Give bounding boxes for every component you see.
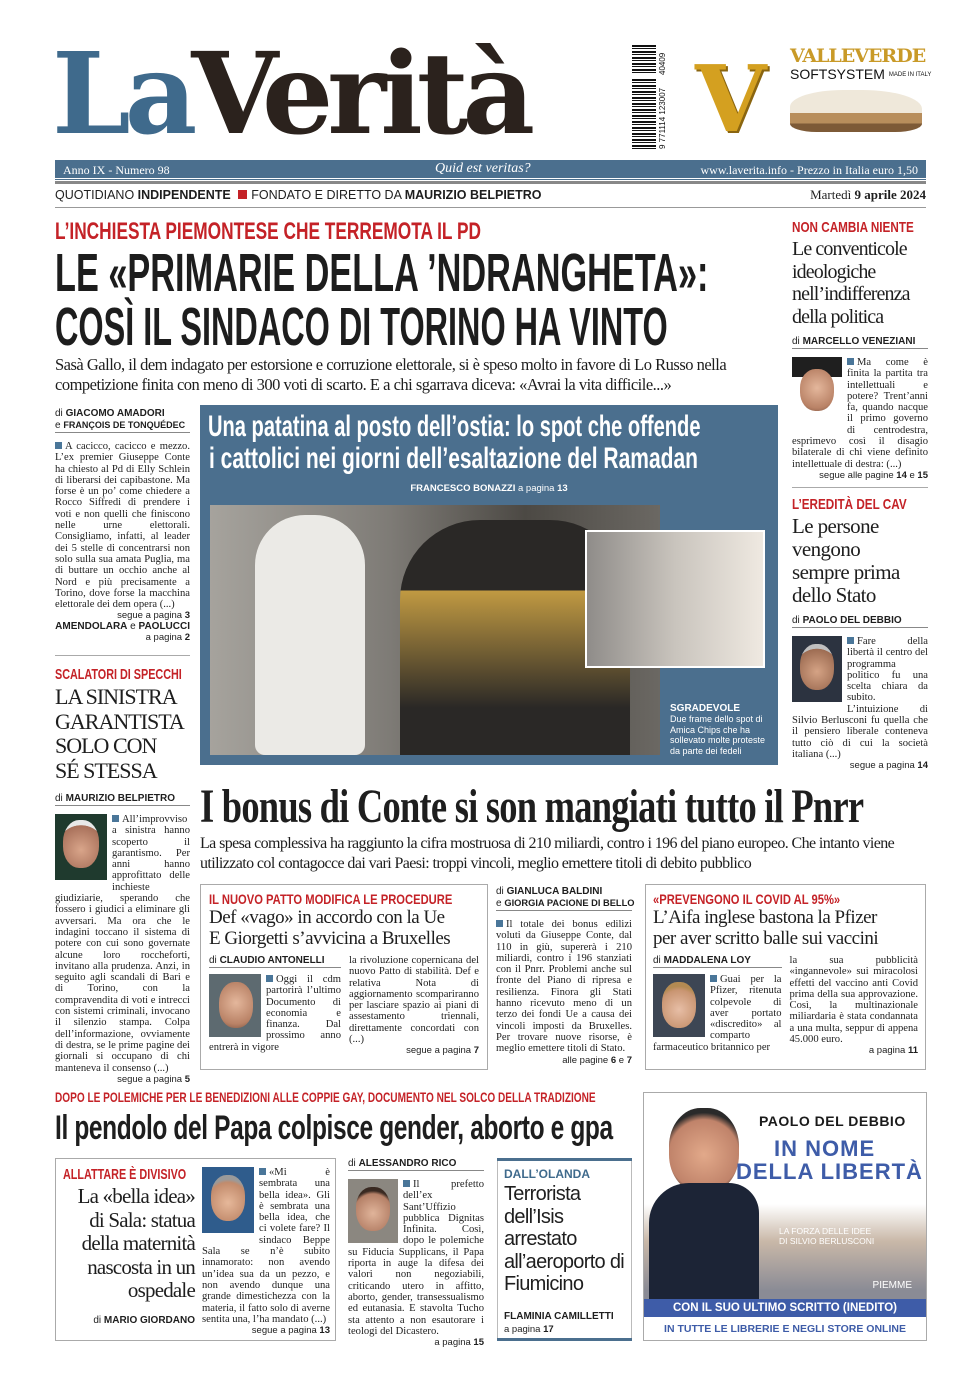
lead-also[interactable] bbox=[55, 621, 190, 632]
photo-page: 13 bbox=[557, 483, 568, 494]
second-deck: La spesa complessiva ha raggiunto la cifra mostruosa di 210 miliardi, contro i 196 del piano europeo. Che intanto viene utilizzato col contagocce dai vari Paesi: troppi vincoli, meglio emettere titoli di debito pubblico bbox=[200, 835, 895, 872]
caption-text: Due frame dello spot di Amica Chips che ha sollevato molte proteste da parte dei fedeli bbox=[670, 714, 766, 756]
sala-text: «Mi è sembrata una bella idea». Gli è sembrata una bella idea, che ci volete fare? Il sindaco Beppe Sala se n’è subito innamorato: non avendo un’idea sua da un pezzo, e non avendo dunque una grande dimestichezza con la materia, il fatto solo di averne sentita una, l’ha mandato (...) bbox=[202, 1167, 330, 1325]
by-di: di bbox=[348, 1158, 359, 1169]
red-square-icon bbox=[238, 190, 247, 199]
by-di: di bbox=[496, 886, 507, 897]
lead-headline-2: COSÌ IL SINDACO DI TORINO HA VINTO bbox=[55, 297, 668, 354]
date-rest: 9 aprile 2024 bbox=[854, 187, 926, 202]
segue-page: 15 bbox=[473, 1337, 484, 1349]
segue-label: a pagina bbox=[504, 1324, 544, 1335]
by-di: di bbox=[55, 793, 66, 804]
pfizer-article[interactable] bbox=[645, 884, 926, 1070]
sala-headline: La «bella idea» di Sala: statua della maternità nascosta in un ospedale bbox=[77, 1184, 195, 1302]
bonus-author-2: GIORGIA PACIONE DI BELLO bbox=[504, 898, 635, 908]
barcode-number: 9 771114 123007 bbox=[658, 87, 667, 149]
right1-kicker: NON CAMBIA NIENTE bbox=[792, 219, 914, 236]
info-bar bbox=[55, 160, 926, 181]
right2-kicker: L’EREDITÀ DEL CAV bbox=[792, 495, 907, 513]
square-icon bbox=[403, 1180, 410, 1187]
logo-verita: Verità bbox=[191, 29, 530, 160]
ad-sub: SOFTSYSTEM bbox=[790, 66, 885, 82]
papa-text: Il prefetto dell’ex Sant’Uffizio pubblica Dignitas Infinita. Così, dopo le polemiche su Fiducia Supplicans, il Papa riporta in auge la difesa dei valori non negoziabili, criticando utero in affitto, aborto, gender, transessualismo ed eutanasia. E stavolta Tucho sta attento a non esautorare i teologi del Dicastero. bbox=[348, 1179, 484, 1337]
lead-kicker: L’INCHIESTA PIEMONTESE CHE TERREMOTA IL PD bbox=[55, 218, 481, 244]
by-di: di bbox=[653, 955, 664, 966]
tagline-b: INDIPENDENTE bbox=[137, 188, 231, 202]
papa-headline[interactable]: Il pendolo del Papa colpisce gender, aborto e gpa bbox=[55, 1109, 613, 1147]
lead-byline bbox=[55, 408, 190, 420]
tagline bbox=[55, 188, 542, 202]
right2-text: Fare della libertà il centro del programma politico fu una scelta chiara da subito. L’intuizione di Silvio Berlusconi fu quella che il pensiero liberale conteneva tutto ciò di cui la società italiana (...) bbox=[792, 635, 928, 760]
by-di: di bbox=[792, 614, 803, 626]
segue-label: segue a pagina bbox=[251, 1325, 320, 1337]
right2-byline bbox=[792, 615, 928, 628]
date-day: Martedì bbox=[810, 187, 855, 202]
by-e: e bbox=[496, 898, 505, 909]
tagline-c: FONDATO E DIRETTO DA bbox=[251, 188, 405, 202]
def-headline-2: E Giorgetti s’avvicina a Bruxelles bbox=[209, 928, 451, 949]
right1-author: MARCELLO VENEZIANI bbox=[802, 336, 916, 347]
segue-page: 7 bbox=[473, 1045, 479, 1057]
bonus-text: Il totale dei bonus edilizi voluti da Giuseppe Conte, dal 110 in giù, supererà i 210 miliardi, contro i 196 stanziati con il Pnrr. Problemi anche sul fronte del Piano di ripresa e resilienza. Finora gli Stati hanno ricevuto meno di un terzo dei fondi Ue a causa dei vincoli imposti da Bruxelles. Per trovare nuove risorse, è meglio emettere titoli di Stato. bbox=[496, 919, 632, 1055]
berlusconi-photo bbox=[649, 1108, 759, 1303]
lead-also-page[interactable] bbox=[55, 632, 190, 643]
pfizer-byline bbox=[653, 955, 782, 968]
by-di: di bbox=[93, 1314, 104, 1326]
book-ad[interactable] bbox=[643, 1092, 927, 1341]
editorial-author: MAURIZIO BELPIETRO bbox=[65, 793, 176, 804]
book-title-2: DELLA LIBERTÀ bbox=[736, 1159, 923, 1184]
barcode-digits: 40409 bbox=[658, 52, 667, 75]
segue-p2: 7 bbox=[626, 1054, 632, 1066]
pfizer-author: MADDALENA LOY bbox=[663, 955, 751, 966]
square-icon bbox=[266, 975, 273, 982]
book-band: CON IL SUO ULTIMO SCRITTO (INEDITO) bbox=[644, 1299, 926, 1317]
by-e: e bbox=[55, 420, 64, 431]
by-di: di bbox=[792, 336, 803, 347]
lead-deck: Sasà Gallo, il dem indagato per estorsione e corruzione elettorale, si è speso molto in favore di Lo Russo nella competizione finita con meno di 300 voti di scarto. E a chi sgarrava diceva: «Avrai la vita difficile...» bbox=[55, 355, 727, 394]
editorial-kicker: SCALATORI DI SPECCHI bbox=[55, 666, 182, 683]
book-sub-2: DI SILVIO BERLUSCONI bbox=[779, 1236, 875, 1246]
square-icon bbox=[259, 1168, 266, 1175]
segue-label: a pagina bbox=[434, 1337, 474, 1349]
barcode-bars-main bbox=[632, 79, 656, 149]
book-footer: IN TUTTE LE LIBRERIE E NEGLI STORE ONLINE bbox=[644, 1317, 926, 1341]
segue-page: 13 bbox=[319, 1325, 330, 1337]
pfizer-headline-1: L’Aifa inglese bastona la Pfizer bbox=[653, 907, 877, 928]
sala-article[interactable] bbox=[55, 1158, 336, 1341]
square-icon bbox=[847, 637, 854, 644]
photo-headline-1: Una patatina al posto dell’ostia: lo spot che offende bbox=[208, 410, 701, 443]
def-article[interactable] bbox=[200, 884, 488, 1070]
right2-headline[interactable]: Le persone vengono sempre prima dello Stato bbox=[792, 513, 900, 607]
also-author-1: AMENDOLARA bbox=[55, 621, 128, 633]
valleverde-ad[interactable] bbox=[690, 45, 932, 153]
giordano-photo bbox=[202, 1167, 254, 1233]
bonus-segue[interactable] bbox=[496, 1055, 632, 1066]
barcode-bars-top bbox=[632, 45, 656, 75]
book-sub-1: LA FORZA DELLE IDEE bbox=[779, 1226, 872, 1236]
ad-sub-line bbox=[790, 66, 932, 84]
caption-title: SGRADEVOLE bbox=[670, 703, 741, 714]
rico-photo bbox=[348, 1179, 398, 1243]
isis-page bbox=[504, 1324, 554, 1335]
also-page: 2 bbox=[184, 632, 190, 644]
right1-segue[interactable] bbox=[792, 470, 928, 481]
photo-author: FRANCESCO BONAZZI bbox=[410, 483, 516, 494]
segue-page: 11 bbox=[907, 1045, 918, 1057]
sala-author: MARIO GIORDANO bbox=[103, 1314, 195, 1326]
right1-body bbox=[792, 357, 928, 470]
also-e: e bbox=[127, 621, 139, 633]
lead-text-wrap bbox=[55, 441, 190, 610]
loy-photo bbox=[653, 974, 705, 1037]
book-title-1: IN NOME bbox=[774, 1136, 876, 1161]
motto: Quid est veritas? bbox=[435, 161, 531, 176]
pfizer-text-1: Guai per la Pfizer, ritenuta colpevole di aver portato «discredito» al comparto farmaceutico britannico per bbox=[653, 974, 782, 1053]
v-logo-icon: V bbox=[695, 45, 767, 153]
nun-figure bbox=[255, 515, 365, 755]
def-text-1: Oggi il cdm partorirà l’ultimo Documento di economia e finanza. Dal prossimo anno entrerà in vigore bbox=[209, 974, 341, 1053]
photo-page-label: a pagina bbox=[515, 483, 558, 494]
tagline-a: QUOTIDIANO bbox=[55, 188, 138, 202]
pfizer-kicker: «PREVENGONO IL COVID AL 95%» bbox=[653, 891, 841, 907]
photo-headline-2: i cattolici nei giorni dell’esaltazione del Ramadan bbox=[209, 442, 698, 475]
antonelli-photo bbox=[209, 974, 261, 1037]
book-publisher: PIEMME bbox=[872, 1280, 912, 1291]
divider bbox=[792, 487, 928, 488]
spot-frame-2 bbox=[585, 530, 765, 668]
square-icon bbox=[112, 815, 119, 822]
photo-story[interactable] bbox=[200, 405, 778, 765]
sala-byline bbox=[63, 1315, 195, 1326]
issue-number: Anno IX - Numero 98 bbox=[63, 163, 170, 177]
editorial-byline bbox=[55, 793, 190, 806]
editorial-text: All’improvviso a sinistra hanno scoperto il garantismo. Per anni hanno approfittato delle inchieste giudiziarie, sperando che fossero i giudici a eliminare gli avversari. Ma ora che le indagini toccano il sistema di potere con cui sono governate alcune loro roccheforti, invitano alla prudenza. Anzi, in seguito agli scandali di Bari e di Torino, con la compravendita di voti e intrecci con sistemi criminali, invocano il silenzio stampa. Colpa dell’informazione, ovviamente di destra, se le prime pagine dei giornali si occupano di chi manteneva il consenso (...) bbox=[55, 814, 190, 1074]
def-text-2: la rivoluzione copernicana del nuovo Patto di stabilità. Def e relativa Nota di aggiornamento scompariranno per lasciare spazio ai piani di assestamento triennali, direttamente concordati con (...) bbox=[349, 955, 479, 1046]
editorial-body bbox=[55, 814, 190, 1074]
def-byline bbox=[209, 955, 341, 968]
bonus-byline bbox=[496, 886, 632, 898]
veneziani-photo bbox=[792, 357, 842, 423]
square-icon bbox=[847, 358, 854, 365]
right1-headline[interactable]: Le conventicole ideologiche nell’indifferenza della politica bbox=[792, 238, 910, 328]
segue-label: segue alle pagine bbox=[819, 469, 897, 481]
right1-byline bbox=[792, 336, 928, 349]
sala-kicker: ALLATTARE È DIVISIVO bbox=[63, 1166, 187, 1183]
date bbox=[810, 187, 926, 203]
def-headline-1: Def «vago» in accordo con la Ue bbox=[209, 907, 445, 928]
segue-e: e bbox=[616, 1054, 627, 1066]
by-di: di bbox=[209, 955, 220, 966]
segue-label: segue a pagina bbox=[406, 1045, 474, 1057]
pfizer-headline-2: per aver scritto balle sui vaccini bbox=[653, 928, 879, 949]
right1-text: Ma come è finita la partita tra intellettuali e potere? Trent’anni fa, quando nacque il primo governo di centrodestra, esprimevo così il disagio bilaterale di chi viene definito intellettuale di destra: (...) bbox=[792, 357, 928, 470]
segue-label: alle pagine bbox=[562, 1054, 611, 1066]
isis-article[interactable] bbox=[497, 1158, 632, 1341]
belpietro-photo bbox=[55, 814, 107, 880]
sandal-image bbox=[790, 90, 922, 132]
def-author: CLAUDIO ANTONELLI bbox=[219, 955, 325, 966]
ad-brand: VALLEVERDE bbox=[790, 45, 926, 67]
bonus-body bbox=[496, 919, 632, 1055]
pfizer-segue[interactable] bbox=[790, 1045, 919, 1056]
isis-headline: Terrorista dell’Isis arrestato all’aeroporto di Fiumicino bbox=[504, 1183, 624, 1295]
segue-page: 3 bbox=[184, 610, 190, 622]
sala-body bbox=[202, 1167, 330, 1325]
papa-segue[interactable] bbox=[348, 1337, 484, 1348]
lead-headline-1: LE «PRIMARIE DELLA ’NDRANGHETA»: bbox=[55, 246, 709, 303]
segue-page: 5 bbox=[184, 1073, 190, 1085]
papa-body bbox=[348, 1179, 484, 1337]
right2-author: PAOLO DEL DEBBIO bbox=[802, 614, 902, 626]
def-kicker: IL NUOVO PATTO MODIFICA LE PROCEDURE bbox=[209, 891, 453, 907]
papa-author: ALESSANDRO RICO bbox=[358, 1158, 457, 1169]
segue-p2: 15 bbox=[917, 469, 928, 481]
tagline-d: MAURIZIO BELPIETRO bbox=[404, 188, 542, 202]
logo-la: La bbox=[52, 29, 192, 160]
second-headline[interactable]: I bonus di Conte si son mangiati tutto il Pnrr bbox=[200, 782, 864, 832]
editorial-headline[interactable]: LA SINISTRA GARANTISTA SOLO CON SÉ STESSA bbox=[55, 684, 183, 783]
divider bbox=[55, 207, 926, 208]
also-author-2: PAOLUCCI bbox=[138, 621, 190, 633]
book-author: PAOLO DEL DEBBIO bbox=[759, 1113, 906, 1129]
def-body-1 bbox=[209, 974, 341, 1053]
bonus-author-1: GIANLUCA BALDINI bbox=[506, 886, 603, 897]
segue-page: 17 bbox=[543, 1324, 554, 1335]
papa-byline bbox=[348, 1158, 484, 1171]
lead-headline[interactable] bbox=[55, 246, 783, 354]
sala-segue[interactable] bbox=[202, 1325, 330, 1336]
segue-label: segue a pagina bbox=[117, 610, 185, 622]
ad-tag: MADE IN ITALY bbox=[888, 72, 932, 79]
photo-byline bbox=[200, 483, 778, 494]
segue-label: a pagina bbox=[868, 1045, 908, 1057]
right2-segue[interactable] bbox=[792, 760, 928, 771]
bonus-byline-2 bbox=[496, 898, 635, 911]
segue-p1: 14 bbox=[896, 469, 907, 481]
square-icon bbox=[710, 975, 717, 982]
segue-e: e bbox=[906, 469, 918, 481]
also-page-label: a pagina bbox=[145, 632, 185, 644]
segue-page: 14 bbox=[917, 760, 928, 772]
editorial-segue[interactable] bbox=[55, 1074, 190, 1085]
square-icon bbox=[496, 920, 503, 927]
by-di: di bbox=[55, 408, 66, 419]
papa-kicker: DOPO LE POLEMICHE PER LE BENEDIZIONI ALLE COPPIE GAY, DOCUMENTO NEL SOLCO DELLA TRADIZIONE bbox=[55, 1089, 596, 1105]
lead-author-1: GIACOMO AMADORI bbox=[65, 408, 165, 419]
segue-p1: 6 bbox=[610, 1054, 617, 1066]
square-icon bbox=[55, 442, 62, 449]
pfizer-body-1 bbox=[653, 974, 782, 1053]
isis-author: FLAMINIA CAMILLETTI bbox=[504, 1311, 614, 1322]
lead-segue[interactable] bbox=[55, 610, 190, 621]
segue-label: segue a pagina bbox=[117, 1073, 185, 1085]
barcode bbox=[632, 45, 672, 149]
lead-author-2: FRANÇOIS DE TONQUÉDEC bbox=[63, 420, 186, 430]
del-debbio-photo bbox=[792, 636, 842, 702]
masthead-logo[interactable] bbox=[52, 30, 612, 160]
site-price[interactable]: www.laverita.info - Prezzo in Italia euro 1,50 bbox=[700, 163, 918, 177]
right2-body bbox=[792, 636, 928, 760]
isis-kicker: DALL’OLANDA bbox=[504, 1167, 590, 1181]
lead-byline-2 bbox=[55, 420, 190, 433]
def-segue[interactable] bbox=[349, 1045, 479, 1056]
pfizer-text-2: la sua pubblicità «ingannevole» sui miracolosi effetti del vaccino anti Covid prima della sua approvazione. Così, la multinazionale miliardaria è stata condannata a una multa, seppur di appena 45.000 euro. bbox=[789, 955, 918, 1046]
segue-label: segue a pagina bbox=[849, 760, 918, 772]
right-column bbox=[792, 219, 928, 771]
lead-text: A cacicco, cacicco e mezzo. L’ex premier Giuseppe Conte ha chiesto al Pd di Elly Schlein di liberarsi dei capibastone. Ma forse è un po’ come chiedere a Rocco Siffredi di prendere i voti e non quelli che finiscono nelle urne elettorali. Consigliamo, infatti, al leader dei 5 stelle di concentrarsi non solo sulla sua amata Puglia, ma di buttare un occhio anche al Nord e più precisamente a Torino, dove forse la macchina elettorale dei dem opera (...) bbox=[55, 441, 190, 611]
